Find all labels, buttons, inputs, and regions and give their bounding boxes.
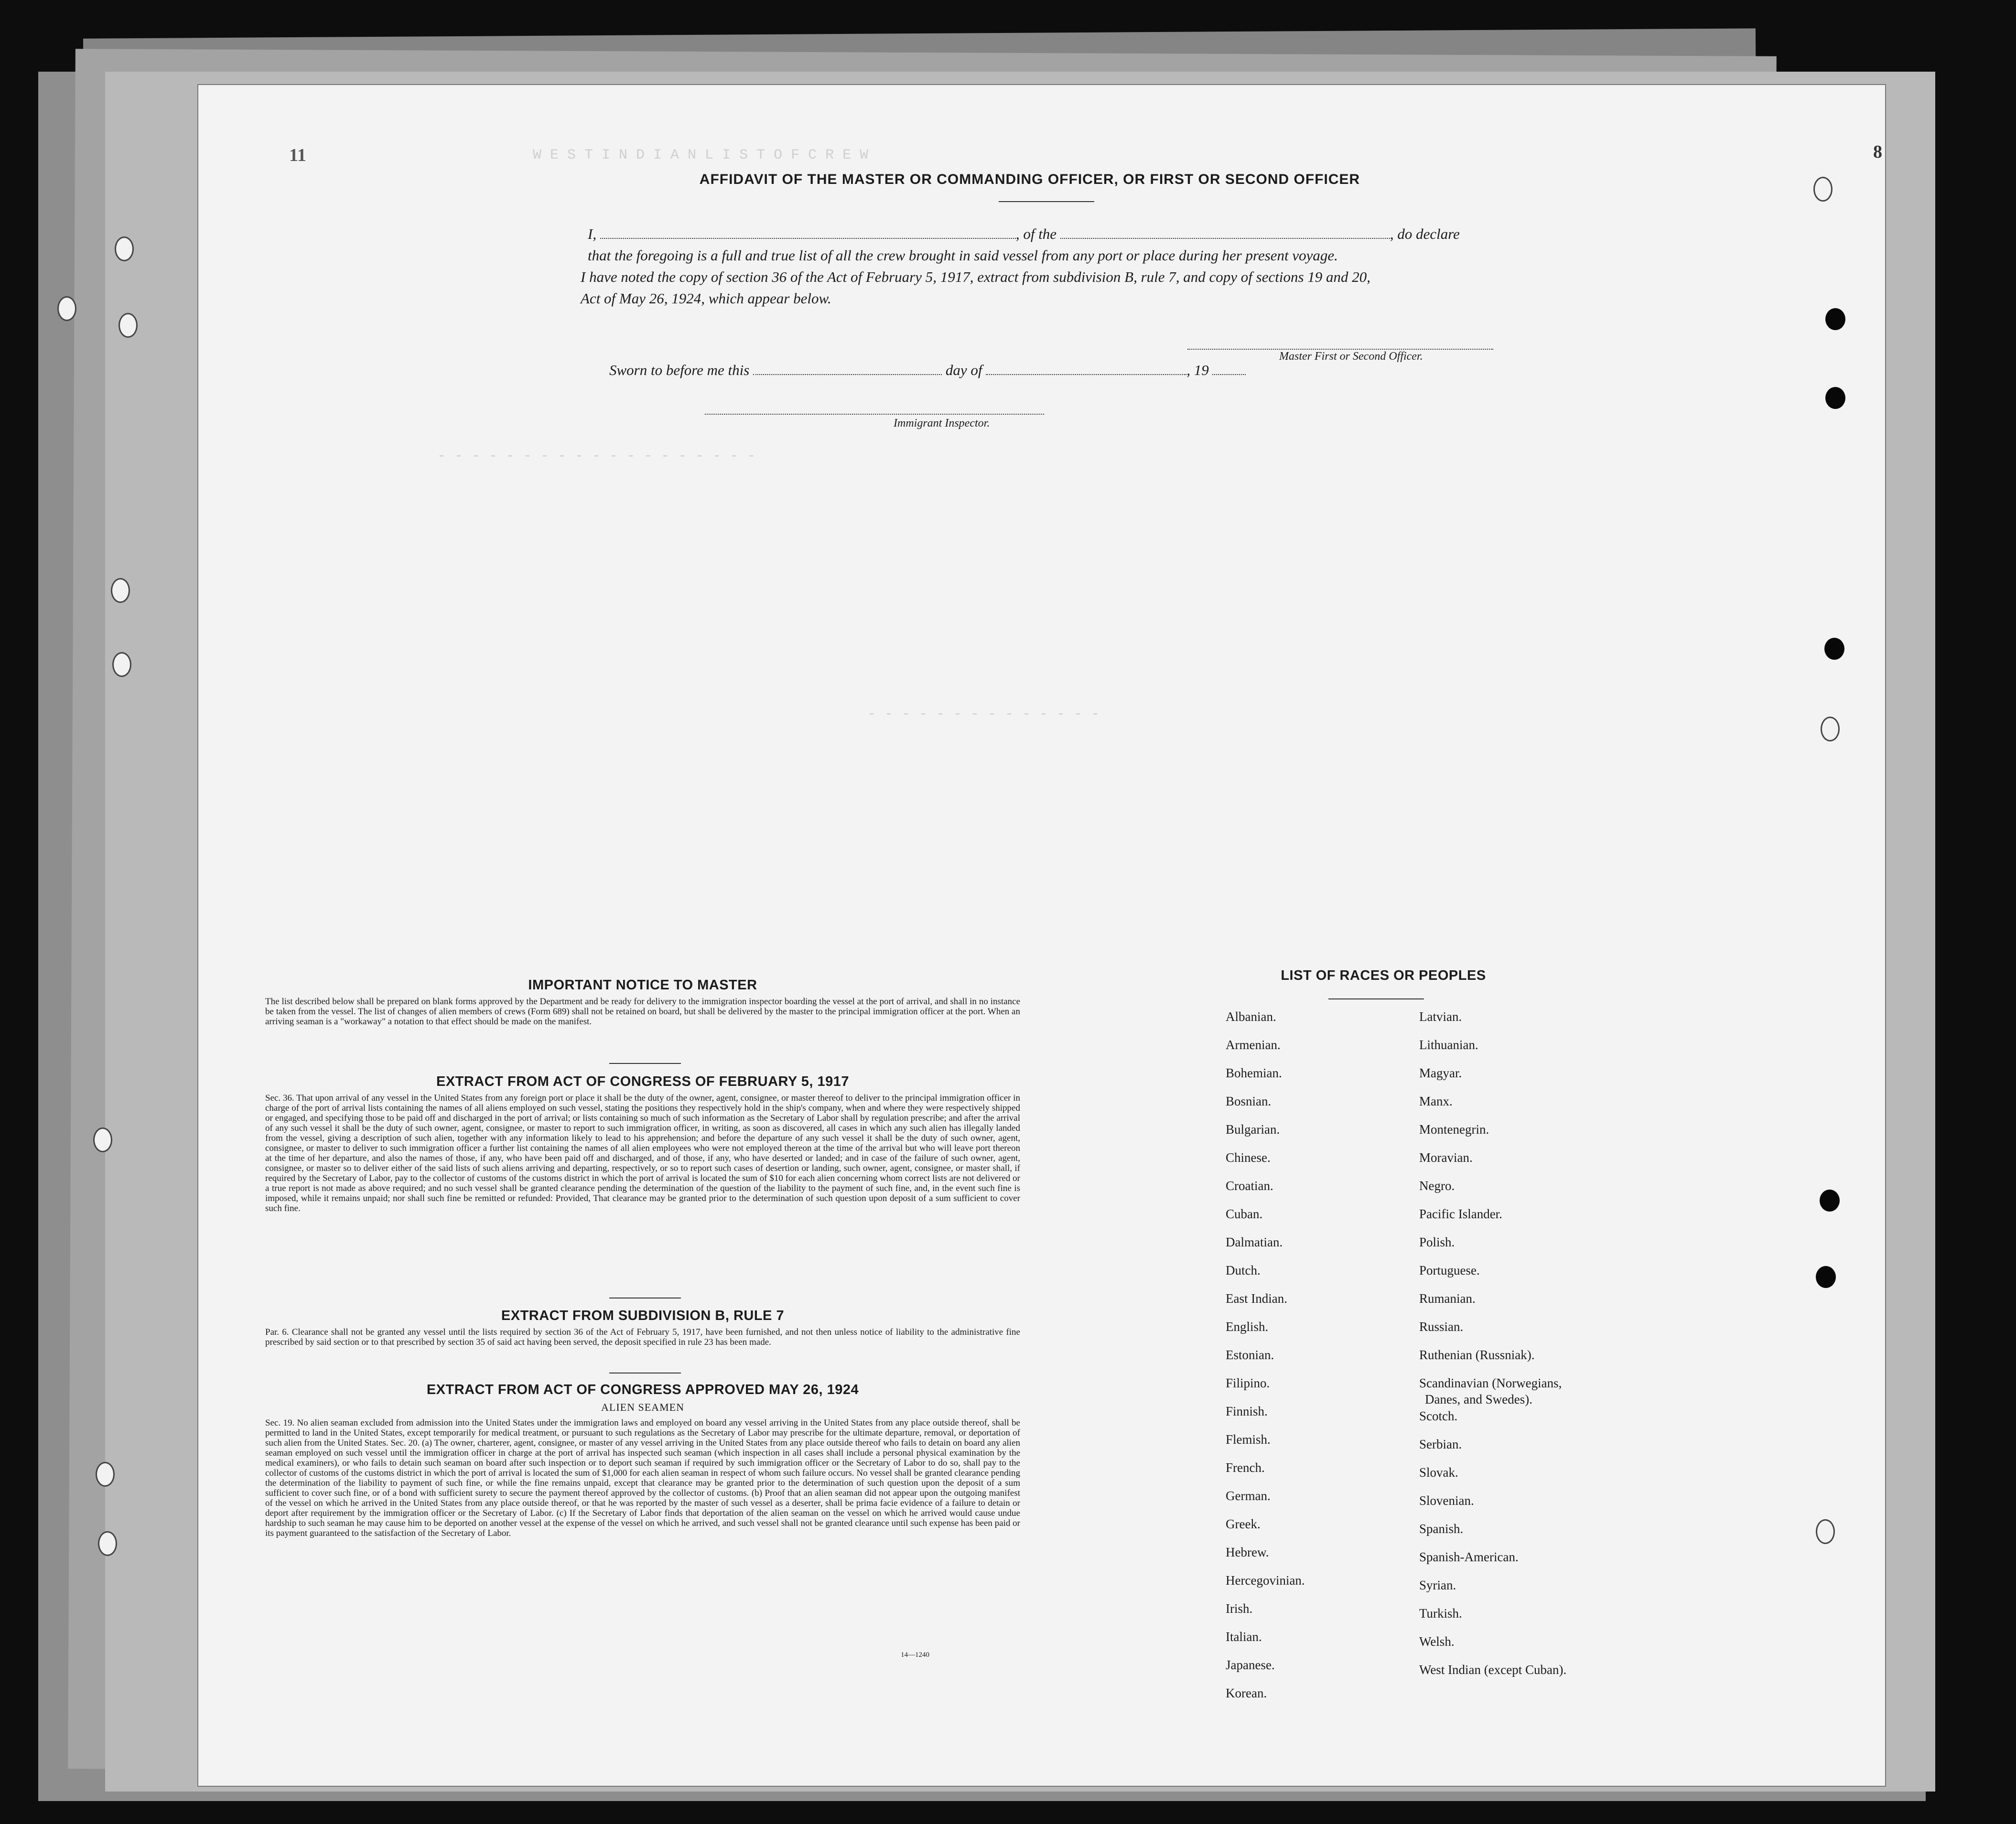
race-item: Flemish.: [1226, 1432, 1271, 1447]
race-item: Polish.: [1419, 1235, 1455, 1249]
i-label: I,: [588, 225, 597, 242]
race-item: German.: [1226, 1489, 1271, 1503]
races-rule: [1328, 998, 1424, 999]
punch-hole: [1816, 1266, 1836, 1288]
race-item: Croatian.: [1226, 1179, 1273, 1193]
title-rule: [999, 201, 1094, 202]
races-title: LIST OF RACES OR PEOPLES: [1281, 968, 1486, 983]
punch-hole: [96, 1462, 115, 1487]
race-item: French.: [1226, 1460, 1265, 1475]
affidavit-line-2: that the foregoing is a full and true list of all the crew brought in said vessel from any port or place during her present voyage.: [588, 247, 1338, 264]
race-item: West Indian (except Cuban).: [1419, 1663, 1567, 1677]
extract-1924-title: EXTRACT FROM ACT OF CONGRESS APPROVED MAY 26, 1924: [426, 1382, 859, 1397]
punch-hole: [98, 1531, 117, 1556]
bleed-through-text: - - - - - - - - - - - - - - - - - - -: [437, 448, 756, 464]
extract-rule7-title: EXTRACT FROM SUBDIVISION B, RULE 7: [501, 1308, 785, 1323]
punch-hole: [57, 296, 76, 321]
race-item: Armenian.: [1226, 1038, 1281, 1052]
section-rule: [609, 1063, 681, 1064]
punch-hole: [1820, 1190, 1840, 1212]
punch-hole: [111, 578, 130, 603]
race-item: Portuguese.: [1419, 1263, 1480, 1277]
punch-hole: [1825, 387, 1845, 409]
bleed-through-text: - - - - - - - - - - - - - -: [867, 706, 1100, 722]
inspector-signature-line[interactable]: [705, 414, 1044, 415]
race-item: Moravian.: [1419, 1150, 1473, 1165]
punch-hole: [1825, 308, 1845, 330]
punch-hole: [112, 652, 131, 677]
race-item: Syrian.: [1419, 1578, 1456, 1592]
extract-1924-subtitle: ALIEN SEAMEN: [601, 1401, 684, 1413]
affidavit-line-3: I have noted the copy of section 36 of the Act of February 5, 1917, extract from subdivision B, rule 7, and copy of sections 19 and 20,: [581, 268, 1371, 285]
of-the-label: , of the: [1015, 225, 1057, 242]
vessel-name-field[interactable]: [1060, 225, 1390, 239]
master-signature-line[interactable]: [1187, 349, 1493, 350]
punch-hole: [93, 1127, 112, 1152]
race-item: Finnish.: [1226, 1404, 1268, 1418]
sworn-month-field[interactable]: [986, 362, 1186, 375]
race-item: Hebrew.: [1226, 1545, 1269, 1559]
race-item: Manx.: [1419, 1094, 1453, 1108]
document-sheet: [198, 85, 1885, 1786]
race-item: Albanian.: [1226, 1009, 1276, 1024]
race-item: Bosnian.: [1226, 1094, 1272, 1108]
race-item: Bohemian.: [1226, 1066, 1282, 1080]
race-item: Greek.: [1226, 1517, 1261, 1531]
race-item: Serbian.: [1419, 1437, 1462, 1451]
race-item: Bulgarian.: [1226, 1122, 1280, 1137]
race-item: Japanese.: [1226, 1658, 1275, 1672]
race-item: Slovak.: [1419, 1465, 1458, 1480]
master-name-field[interactable]: [600, 225, 1016, 239]
notice-title: IMPORTANT NOTICE TO MASTER: [528, 977, 757, 993]
races-column-2: [1419, 1009, 1687, 1678]
race-item: Scandinavian (Norwegians,: [1419, 1376, 1562, 1390]
race-item: Korean.: [1226, 1686, 1267, 1700]
sworn-year-field[interactable]: [1212, 362, 1246, 375]
sworn-line: [609, 360, 1469, 381]
race-item: Turkish.: [1419, 1606, 1462, 1620]
race-item: English.: [1226, 1320, 1269, 1334]
sworn-label: Sworn to before me this: [609, 362, 750, 378]
punch-hole: [1816, 1519, 1835, 1544]
race-item: East Indian.: [1226, 1291, 1287, 1306]
form-number: 14—1240: [901, 1651, 929, 1659]
punch-hole: [119, 313, 138, 338]
race-item: Spanish.: [1419, 1522, 1464, 1536]
race-item: Estonian.: [1226, 1348, 1274, 1362]
punch-hole: [1821, 717, 1840, 741]
punch-hole: [1824, 638, 1844, 660]
race-item: Lithuanian.: [1419, 1038, 1478, 1052]
race-item: Ruthenian (Russniak).: [1419, 1348, 1535, 1362]
race-item: Latvian.: [1419, 1009, 1462, 1024]
extract-1924-body: Sec. 19. No alien seaman excluded from admission into the United States under the immigration laws and employed on board any vessel arriving in the United States from any place outside thereof, shall be permitted to land in the United States, except temporarily for medical treatment, or pursuant to such regulations as the Secretary of Labor may prescribe for the ultimate departure, removal, or deportation of such alien from the United States. Sec. 20. (a) The owner, charterer, agent, consignee, or master of any vessel arriving in the United States from any place outside thereof who fails to detain on board any alien seaman employed on such vessel until the immigration officer in charge at the port of arrival has inspected such seaman (which inspection in all cases shall include a personal physical examination by the medical examiners), or who fails to detain such seaman on board after such inspection or to deport such seaman if required by such immigration officer or the Secretary of Labor to do so, shall pay to the collector of customs of the customs district in which the port of arrival is located the sum of $1,000 for each alien seaman in respect of whom such failure occurs. No vessel shall be granted clearance pending the determination of the liability to payment of such fine, or while the fine remains unpaid, except that clearance may be granted prior to the determination of such question upon the deposit of a sum sufficient to cover such fine, or of a bond with sufficient surety to secure the payment thereof approved by the collector of customs. (b) Proof that an alien seaman did not appear upon the outgoing manifest of the vessel on which he arrived in the United States from any place outside thereof, or that he was reported by the master of such vessel as a deserter, shall be prima facie evidence of a failure to detain or deport after requirement by the immigration officer or the Secretary of Labor. (c) If the Secretary of Labor finds that deportation of the alien seaman on the vessel on which he arrived would cause undue hardship to such seaman he may cause him to be deported on another vessel at the expense of the vessel on which he arrived, and such vessel shall not be granted clearance until such expense has been paid or its payment guaranteed to the satisfaction of the Secretary of Labor.: [265, 1418, 1020, 1538]
notice-body: The list described below shall be prepared on blank forms approved by the Department and be ready for delivery to the immigration inspector boarding the vessel at the port of arrival, and shall in no instance be taken from the vessel. The list of changes of alien members of crews (Form 689) shall not be retained on board, but shall be delivered by the master to the principal immigration officer at the port. When an arriving seaman is a "workaway" a notation to that effect should be made on the manifest.: [265, 997, 1020, 1027]
race-item: Montenegrin.: [1419, 1122, 1489, 1137]
race-item: Welsh.: [1419, 1634, 1455, 1649]
do-declare-label: , do declare: [1390, 225, 1460, 242]
margin-mark: 11: [289, 145, 306, 165]
master-caption: Master First or Second Officer.: [1279, 350, 1423, 363]
extract-1917-title: EXTRACT FROM ACT OF CONGRESS OF FEBRUARY 5, 1917: [436, 1074, 850, 1089]
race-item: Danes, and Swedes).: [1425, 1392, 1532, 1406]
affidavit-line-1: [588, 224, 1720, 245]
day-of-label: day of: [945, 362, 982, 378]
bleed-through-text: W E S T I N D I A N L I S T O F C R E W: [533, 147, 869, 163]
race-item: Rumanian.: [1419, 1291, 1476, 1306]
race-item: Italian.: [1226, 1630, 1262, 1644]
extract-rule7-body: Par. 6. Clearance shall not be granted any vessel until the lists required by section 36 of the Act of February 5, 1917, have been furnished, and not then unless notice of liability to the administrative fine prescribed by said section or to that prescribed by section 35 of said act having been served, the deposit specified in rule 23 has been made.: [265, 1327, 1020, 1347]
race-item: Hercegovinian.: [1226, 1573, 1305, 1588]
race-item: Negro.: [1419, 1179, 1455, 1193]
affidavit-title: AFFIDAVIT OF THE MASTER OR COMMANDING OFFICER, OR FIRST OR SECOND OFFICER: [699, 172, 1360, 187]
race-item: Magyar.: [1419, 1066, 1462, 1080]
race-item: Filipino.: [1226, 1376, 1270, 1390]
margin-mark: 8: [1873, 142, 1882, 162]
race-item: Dalmatian.: [1226, 1235, 1283, 1249]
race-item: Russian.: [1419, 1320, 1464, 1334]
year-label: , 19: [1186, 362, 1209, 378]
punch-hole: [1813, 177, 1833, 202]
punch-hole: [115, 236, 134, 261]
race-item: Spanish-American.: [1419, 1550, 1519, 1564]
race-item: Pacific Islander.: [1419, 1207, 1502, 1221]
affidavit-line-4: Act of May 26, 1924, which appear below.: [581, 290, 831, 307]
race-item: Scotch.: [1419, 1409, 1458, 1423]
race-item: Chinese.: [1226, 1150, 1271, 1165]
race-item: Irish.: [1226, 1601, 1253, 1616]
race-item: Slovenian.: [1419, 1493, 1474, 1508]
race-item: Cuban.: [1226, 1207, 1263, 1221]
races-column-1: [1226, 1009, 1417, 1700]
sworn-day-field[interactable]: [753, 362, 942, 375]
extract-1917-body: Sec. 36. That upon arrival of any vessel in the United States from any foreign port or place it shall be the duty of the owner, agent, consignee, or master thereof to deliver to the principal immigration officer in charge of the port of arrival lists containing the names of all aliens employed on such vessel, stating the positions they respectively hold in the ship's company, when and where they were respectively shipped or engaged, and specifying those to be paid off and discharged in the port of arrival; or lists containing so much of such information as the Secretary of Labor shall by regulation prescribe; and after the arrival of any such vessel it shall be the duty of such owner, agent, consignee, or master to report to such immigration officer, in writing, as soon as discovered, all cases in which any such alien has illegally landed from the vessel, giving a description of such alien, together with any information likely to lead to his apprehension; and before the departure of any such vessel it shall be the duty of such owner, agent, consignee, or master to deliver to such immigration officer a further list containing the names of all alien employees who were not employed thereon at the time of the arrival but who will leave port thereon at the time of her departure, and also the names of those, if any, who have been paid off and discharged, and of those, if any, who have deserted or landed; and in case of the failure of such owner, agent, consignee, or master so to deliver either of the said lists of such aliens arriving and departing, respectively, or so to report such cases of desertion or landing, such owner, agent, consignee, or master shall, if required by the Secretary of Labor, pay to the collector of customs of the customs district in which the port of arrival is located the sum of $10 for each alien concerning whom correct lists are not delivered or a true report is not made as above required; and no such vessel shall be granted clearance pending the determination of the question of the liability to the payment of such fine, and, in the event such fine is imposed, while it remains unpaid; nor shall such fine be remitted or refunded: Provided, That clearance may be granted prior to the determination of such question upon deposit of a sum sufficient to cover such fine.: [265, 1093, 1020, 1213]
inspector-caption: Immigrant Inspector.: [894, 417, 990, 429]
race-item: Dutch.: [1226, 1263, 1261, 1277]
